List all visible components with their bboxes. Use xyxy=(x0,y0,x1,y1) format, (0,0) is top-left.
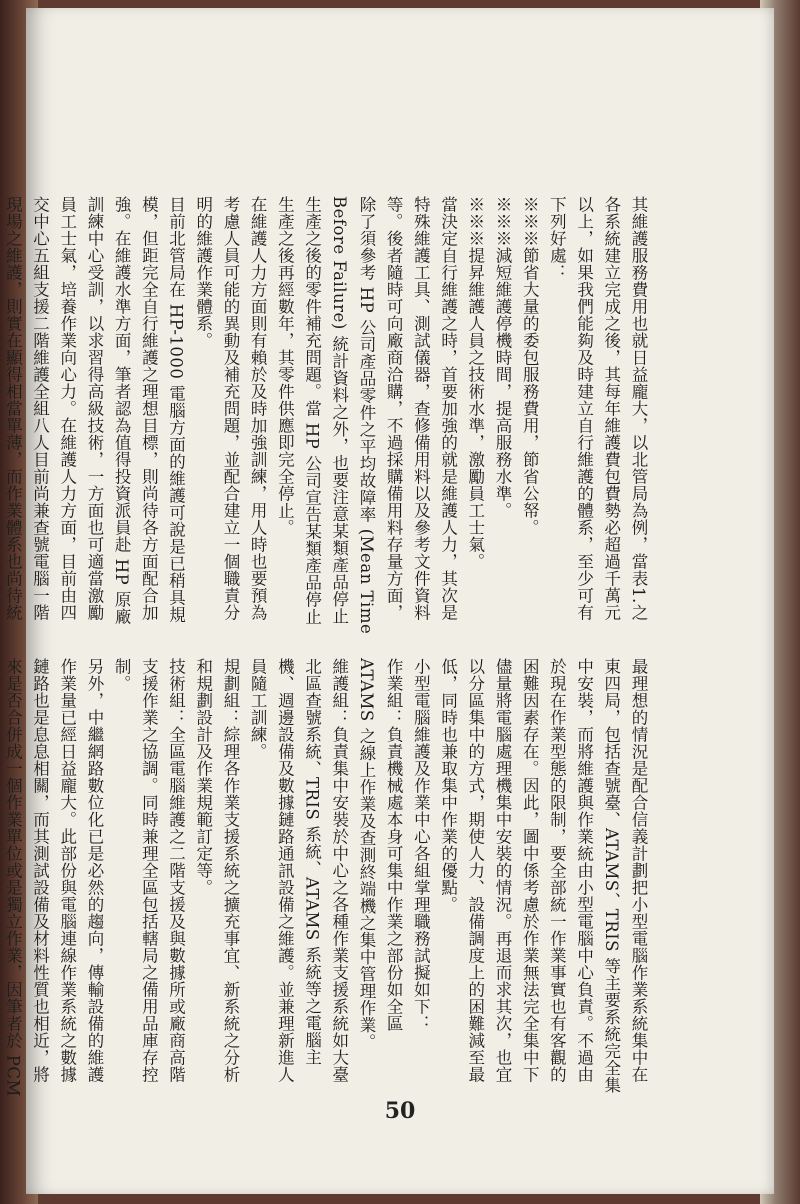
paragraph: 在維護人力方面則有賴於及時加強訓練，用人時也要預為考慮人員可能的異動及補充問題，並配合建立一個職責分明的維護作業體系。 xyxy=(193,196,268,621)
paragraph: 小型電腦維護及作業中心各組掌理職務試擬如下： xyxy=(411,658,431,1032)
paragraph: 其維護服務費用也就日益龐大，以北管局為例，當表1.之各系統建立完成之後，其每年維護費包費勢必超過千萬元以上，如果我們能夠及時建立自行維護的體系，至少可有下列好處： xyxy=(547,196,648,621)
bullet-item: ※※※節省大量的委包服務費用，節省公帑。 xyxy=(520,196,540,536)
paragraph: 當決定自行維護之時，首要加強的就是維護人力，其次是特殊維護工具、測試儀器，查修備用料以及參考文件資料等。後者隨時可向廠商洽購，不過採購備用料存量方面，除了須參考 HP 公司產品零件之平均故障率 (Mean Time Before Failure) 統計資料之外，也要注意某類產品停止生產之後的零件補充問題。當 HP 公司宣告某類產品停止生產之後再經數年，其零件供應即完全停止。 xyxy=(275,196,458,635)
list-item: 規劃組：綜理各作業支援系統之擴充事宜、新系統之分析和規劃設計及作業規範訂定等。 xyxy=(193,658,240,1083)
list-item: 技術組：全區電腦維護之二階支援及與數據所或廠商高階支援作業之協調。同時兼理全區包括轄局之備用品庫存控制。 xyxy=(112,658,186,1083)
book-page xyxy=(3,8,774,1194)
paragraph: 最理想的情況是配合信義計劃把小型電腦作業系統集中在東四局，包括查號臺、ATAMS、TRIS 等主要系統完全集中安裝，而將維護與作業統由小型電腦中心負責。不過由於現在作業型態的限制，要全部統一作業事實也有客觀的困難因素存在。因此，圖中係考慮於作業無法完全集中下儘量將電腦處理機集中安裝的情況。再退而求其次，也宜以分區集中的方式，期使人力、設備調度上的困難減至最低，同時也兼取集中作業的優點。 xyxy=(438,658,648,1094)
list-item: 維護組：負責集中安裝於中心之各種作業支援系統如大臺北區查號系統、TRIS 系統、ATAMS 系統等之電腦主機、週邊設備及數據鏈路通訊設備之維護。並兼理新進人員隨工訓練。 xyxy=(248,658,349,1083)
upper-text-block xyxy=(3,196,652,636)
page-number: 50 xyxy=(384,1098,416,1124)
bullet-item: ※※※減短維護停機時間，提高服務水準。 xyxy=(492,196,512,519)
lower-text-block xyxy=(3,658,652,1098)
paragraph: 另外，中繼網路數位化已是必然的趨向，傳輸設備的維護作業量已經日益龐大。此部份與電腦連線作業系統之數據鏈路也是息息相關，而其測試設備及材料性質也相近，將來是否合併成一個作業單位或是獨立作業，因筆者於 PCM xyxy=(3,658,104,1097)
paragraph: 目前北管局在 HP-1000 電腦方面的維護可說是已稍具規模，但距完全自行維護之理想目標，則尚待各方面配合加強。在維護水準方面，筆者認為值得投資派員赴 HP 原廠訓練中心受訓，以求習得高級技術，一方面也可適當激勵員工士氣，培養作業向心力。在維護人力方面，目前由四交中心五組支援二階維護全組八人目前尚兼查號電腦一階現場之維護，則實在顯得相當單薄，而作業體系也尚待統 xyxy=(3,196,186,625)
bullet-item: ※※※提昇維護人員之技術水準，激勵員工士氣。 xyxy=(465,196,485,570)
list-item: 作業組：負責機械處本身可集中作業之部份如全區 ATAMS 之線上作業及查測終端機之集中管理作業。 xyxy=(356,658,404,1051)
